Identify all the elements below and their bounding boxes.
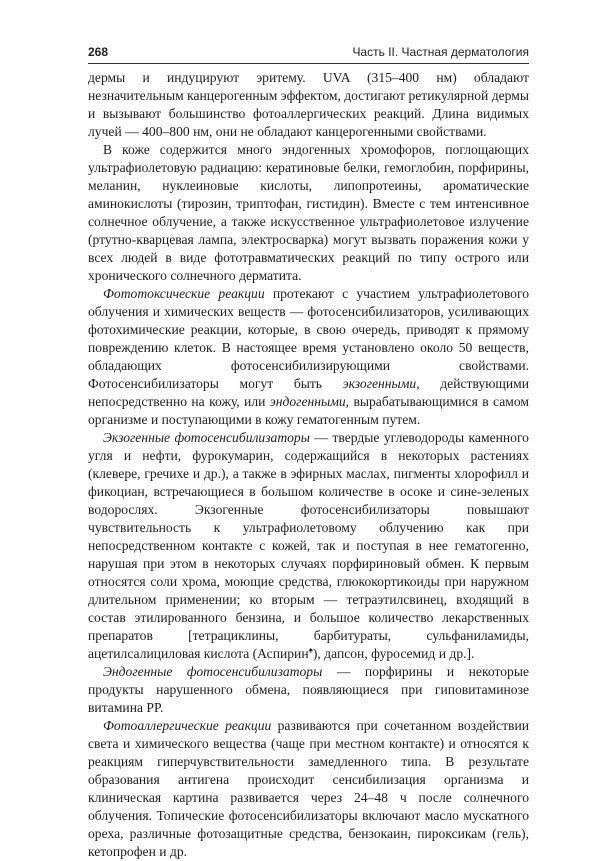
paragraph <box>88 69 529 141</box>
paragraph-text: развиваются при сочетанном воздействии света и химического вещества (чаще при местном контакте) и относятся к реакциям гиперчувствительности замедленного типа. В результате образования антигена происходит сенсибилизация организма и клиническая картина развивается через 24–48 ч после солнечного облучения. Топические фотосенсибилизаторы включают масло мускатного ореха, различные фотозащитные средства, бензокаин, пироксикам (гель), кетопрофен и др. <box>88 718 529 859</box>
page-body <box>88 69 529 861</box>
paragraph <box>88 285 529 429</box>
paragraph-text: — порфирины и некоторые продукты нарушенного обмена, появляющиеся при гиповитаминозе витамина PP. <box>88 664 529 715</box>
paragraph-text: — твердые углеводороды каменного угля и нефти, фурокумарин, содержащийся в некоторых растениях (клевере, гречихе и др.), а также в эфирных маслах, пигменты хлорофилл и фикоциан, встречающиеся в большом количестве в осоке и сине-зеленых водорослях. Экзогенные фотосенсибилизаторы повышают чувствительность к ультрафиолетовому облучению как при непосредственном контакте с кожей, так и поступая в нее гематогенно, нарушая при этом в некоторых случаях порфириновый обмен. К первым относятся соли хрома, моющие средства, глюкокортикоиды при наружном длительном применении; ко вторым — тетраэтилсвинец, входящий в состав этилированного бензина, и большое количество лекарственных препаратов [тетрациклины, барбитураты, сульфаниламиды, ацетилсалициловая кислота (Аспирин <box>88 430 529 661</box>
term-italic: Эндогенные фотосенсибилизаторы <box>103 664 323 679</box>
paragraph <box>88 717 529 861</box>
running-title: Часть II. Частная дерматология <box>352 45 529 59</box>
paragraph <box>88 663 529 717</box>
page-number: 268 <box>88 45 109 59</box>
paragraph <box>88 141 529 285</box>
term-italic: экзогенными <box>342 376 417 391</box>
paragraph-text: ), дапсон, фуросемид и др.]. <box>312 646 475 661</box>
registered-mark: ♠ <box>308 645 313 655</box>
term-italic: Экзогенные фотосенсибилизаторы <box>103 430 310 445</box>
paragraph-text: В коже содержится много эндогенных хромофоров, поглощающих ультрафиолетовую радиацию: кератиновые белки, гемоглобин, порфирины, меланин, нуклеиновые кислоты, липопротеины, ароматические аминокислоты (тирозин, триптофан, гистидин). Вместе с тем интенсивное солнечное облучение, а также искусственное ультрафиолетовое излучение (ртутно-кварцевая лампа, электросварка) могут вызвать поражения кожи у всех людей в виде фототравматических реакций по типу острого или хронического солнечного дерматита. <box>88 142 529 283</box>
term-italic: эндогенными <box>269 394 346 409</box>
paragraph-text: , вырабатывающимися в самом организме и поступающими в кожу гематогенным путем. <box>88 394 529 427</box>
header-rule <box>88 63 529 64</box>
paragraph-text: протекают с участием ультрафиолетового облучения и химических веществ — фотосенсибилизаторов, усиливающих фотохимические реакции, которые, в свою очередь, приводят к прямому повреждению клеток. В настоящее время установлено около 50 веществ, обладающих фотосенсибилизирующими свойствами. Фотосенсибилизаторы могут быть <box>88 286 529 391</box>
paragraph-text: дермы и индуцируют эритему. UVA (315–400 нм) обладают незначительным канцерогенным эффектом, достигают ретикулярной дермы и вызывают большинство фотоаллергических реакций. Длина видимых лучей — 400–800 нм, они не обладают канцерогенными свойствами. <box>88 70 529 139</box>
paragraph-text: , действующими непосредственно на кожу, или <box>88 376 529 409</box>
term-italic: Фототоксические реакции <box>103 286 265 301</box>
page-header <box>88 45 529 63</box>
paragraph <box>88 429 529 663</box>
term-italic: Фотоаллергические реакции <box>103 718 272 733</box>
